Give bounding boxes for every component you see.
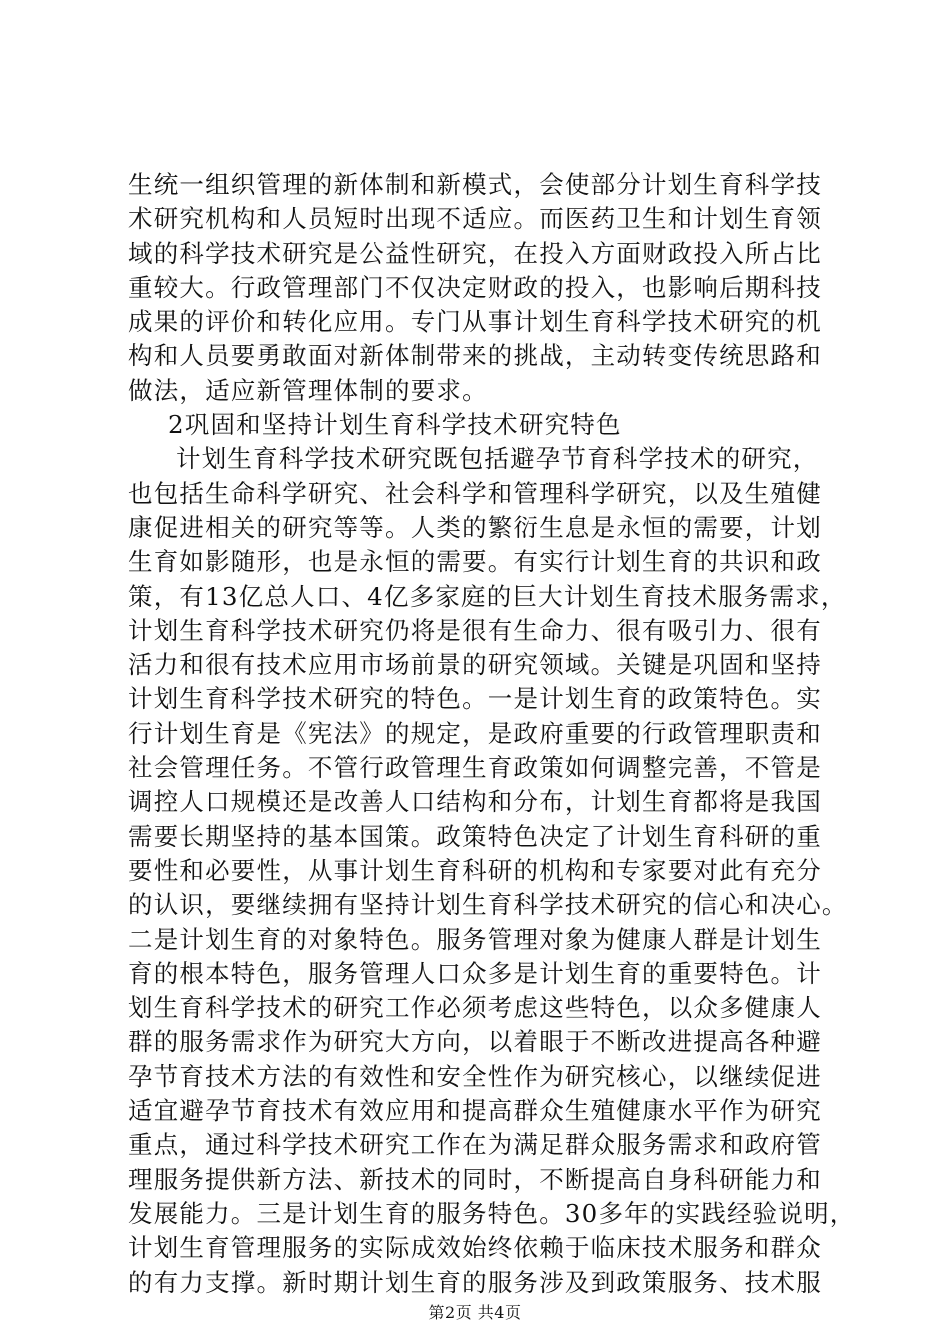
text-line: 二是计划生育的对象特色。服务管理对象为健康人群是计划生 (128, 924, 822, 954)
text-line: 的有力支撑。新时期计划生育的服务涉及到政策服务、技术服 (128, 1267, 822, 1297)
text-line: 也包括生命科学研究、社会科学和管理科学研究，以及生殖健 (128, 478, 822, 508)
body-text (128, 168, 856, 1300)
text-line: 康促进相关的研究等等。人类的繁衍生息是永恒的需要，计划 (128, 512, 822, 542)
text-line: 计划生育科学技术研究既包括避孕节育科学技术的研究， (176, 444, 819, 474)
text-line: 计划生育科学技术研究的特色。一是计划生育的政策特色。实 (128, 684, 822, 714)
text-line: 要性和必要性，从事计划生育科研的机构和专家要对此有充分 (128, 855, 822, 885)
text-line: 孕节育技术方法的有效性和安全性作为研究核心，以继续促进 (128, 1061, 822, 1091)
text-line: 计划生育科学技术研究仍将是很有生命力、很有吸引力、很有 (128, 615, 822, 645)
text-line: 做法，适应新管理体制的要求。 (128, 375, 488, 405)
text-line: 构和人员要勇敢面对新体制带来的挑战，主动转变传统思路和 (128, 341, 822, 371)
text-line: 策，有13亿总人口、4亿多家庭的巨大计划生育技术服务需求， (128, 581, 847, 611)
text-line: 域的科学技术研究是公益性研究，在投入方面财政投入所占比 (128, 238, 822, 268)
text-line: 发展能力。三是计划生育的服务特色。30多年的实践经验说明， (128, 1198, 856, 1228)
text-line: 育的根本特色，服务管理人口众多是计划生育的重要特色。计 (128, 958, 822, 988)
text-line: 成果的评价和转化应用。专门从事计划生育科学技术研究的机 (128, 307, 822, 337)
text-line: 计划生育管理服务的实际成效始终依赖于临床技术服务和群众 (128, 1233, 822, 1263)
text-line: 重点，通过科学技术研究工作在为满足群众服务需求和政府管 (128, 1130, 822, 1160)
text-line: 重较大。行政管理部门不仅决定财政的投入，也影响后期科技 (128, 272, 822, 302)
text-line: 理服务提供新方法、新技术的同时，不断提高自身科研能力和 (128, 1164, 822, 1194)
text-line: 需要长期坚持的基本国策。政策特色决定了计划生育科研的重 (128, 821, 822, 851)
text-line: 社会管理任务。不管行政管理生育政策如何调整完善，不管是 (128, 753, 822, 783)
text-line: 的认识，要继续拥有坚持计划生育科学技术研究的信心和决心。 (128, 890, 848, 920)
text-line: 生育如影随形，也是永恒的需要。有实行计划生育的共识和政 (128, 547, 822, 577)
text-line: 适宜避孕节育技术有效应用和提高群众生殖健康水平作为研究 (128, 1096, 822, 1126)
page-number-footer: 第2页 共4页 (428, 1303, 522, 1322)
text-line: 生统一组织管理的新体制和新模式，会使部分计划生育科学技 (128, 170, 822, 199)
section-heading: 2巩固和坚持计划生育科学技术研究特色 (168, 410, 622, 440)
text-line: 调控人口规模还是改善人口结构和分布，计划生育都将是我国 (128, 787, 822, 817)
text-line: 群的服务需求作为研究大方向，以着眼于不断改进提高各种避 (128, 1027, 822, 1057)
text-line: 划生育科学技术的研究工作必须考虑这些特色，以众多健康人 (128, 993, 822, 1023)
text-line: 术研究机构和人员短时出现不适应。而医药卫生和计划生育领 (128, 204, 822, 234)
text-line: 活力和很有技术应用市场前景的研究领域。关键是巩固和坚持 (128, 650, 822, 680)
text-line: 行计划生育是《宪法》的规定，是政府重要的行政管理职责和 (128, 718, 822, 748)
